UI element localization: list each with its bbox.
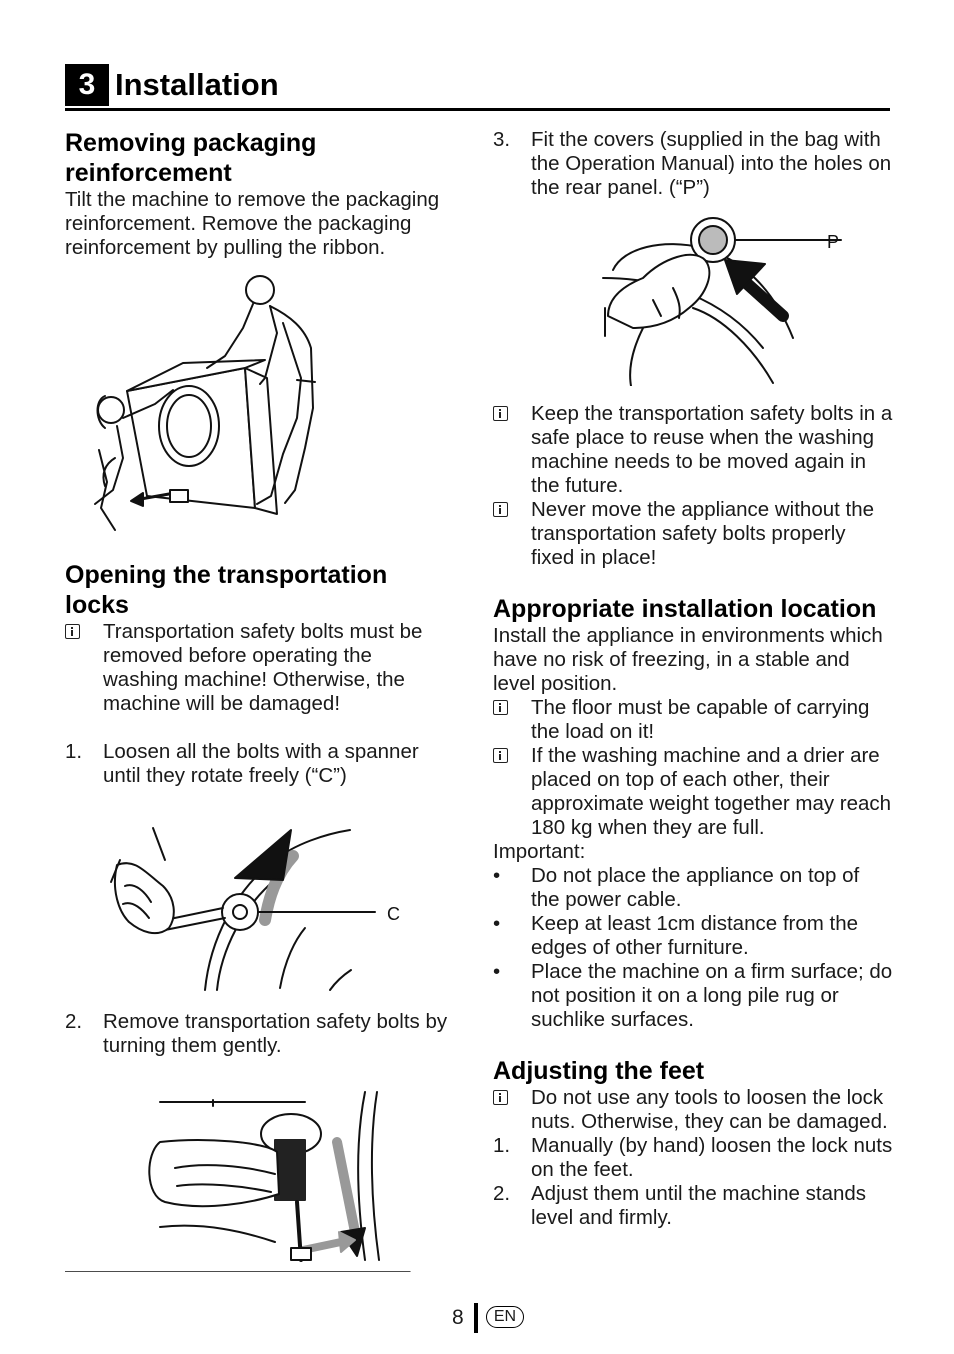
packaging-text: Tilt the machine to remove the packaging reinforcement. Remove the packaging reinforcement by pulling the ribbon. xyxy=(65,188,440,259)
location-text: Install the appliance in environments which have no risk of freezing, in a stable and level position. xyxy=(493,624,883,695)
bullet: • xyxy=(493,864,501,887)
fit-cover-illustration xyxy=(493,208,893,386)
chapter-title: Installation xyxy=(115,67,279,102)
figure-label-p: P xyxy=(827,232,840,252)
left-column xyxy=(65,128,450,1272)
bullet-item xyxy=(493,864,893,912)
step-text: Loosen all the bolts with a spanner until they rotate freely (“C”) xyxy=(103,740,419,787)
info-icon xyxy=(493,502,508,517)
info-note-text: Keep the transportation safety bolts in a safe place to reuse when the washing machine needs to be moved again in the future. xyxy=(531,402,893,497)
step-text: Manually (by hand) loosen the lock nuts on the feet. xyxy=(531,1134,893,1181)
chapter-number: 3 xyxy=(65,64,109,106)
info-note-1 xyxy=(493,402,893,498)
bullet: • xyxy=(493,960,501,983)
location-note-text: The floor must be capable of carrying the load on it! xyxy=(531,696,870,743)
bullet-item xyxy=(493,912,893,960)
step-2 xyxy=(65,1010,450,1058)
language-badge: EN xyxy=(486,1306,524,1328)
info-icon xyxy=(493,406,508,421)
location-note-text: If the washing machine and a drier are placed on top of each other, their approximate weight together may reach 180 kg when they are full. xyxy=(531,744,892,839)
info-icon xyxy=(65,624,80,639)
step-3 xyxy=(493,128,893,200)
bullet-text: Place the machine on a firm surface; do not position it on a long pile rug or suchlike surfaces. xyxy=(531,960,893,1031)
important-label: Important: xyxy=(493,840,586,863)
step-1 xyxy=(65,740,450,788)
location-note-2 xyxy=(493,744,893,840)
bullet-text: Do not place the appliance on top of the power cable. xyxy=(531,864,860,911)
step-number: 2. xyxy=(65,1010,83,1033)
section-title-location: Appropriate installation location xyxy=(493,595,877,623)
spanner-bolt-illustration xyxy=(65,820,450,1000)
feet-note xyxy=(493,1086,893,1134)
section-title-feet: Adjusting the feet xyxy=(493,1057,705,1085)
feet-step-1 xyxy=(493,1134,893,1182)
location-note-1 xyxy=(493,696,893,744)
feet-note-text: Do not use any tools to loosen the lock nuts. Otherwise, they can be damaged. xyxy=(531,1086,888,1133)
page-number: 8 xyxy=(452,1306,464,1329)
info-icon xyxy=(493,748,508,763)
step-number: 2. xyxy=(493,1182,511,1205)
step-number: 1. xyxy=(65,740,83,763)
page-footer xyxy=(0,1303,954,1333)
info-note-text: Never move the appliance without the transportation safety bolts properly fixed in place! xyxy=(531,498,875,569)
bullet: • xyxy=(493,912,501,935)
info-icon xyxy=(493,1090,508,1105)
figure-label-c: C xyxy=(387,904,400,924)
right-column xyxy=(493,128,893,1230)
bullet-item xyxy=(493,960,893,1032)
info-icon xyxy=(493,700,508,715)
step-text: Fit the covers (supplied in the bag with the Operation Manual) into the holes on the rear panel. (“P”) xyxy=(531,128,892,199)
step-number: 3. xyxy=(493,128,511,151)
section-title-transport-locks: Opening the transportation locks xyxy=(65,561,388,619)
bullet-text: Keep at least 1cm distance from the edges of other furniture. xyxy=(531,912,859,959)
footer-divider xyxy=(474,1303,478,1333)
step-number: 1. xyxy=(493,1134,511,1157)
transport-locks-note xyxy=(65,620,450,716)
info-note-2 xyxy=(493,498,893,570)
tilt-machine-illustration xyxy=(65,268,450,536)
section-title-packaging: Removing packaging reinforcement xyxy=(65,129,317,187)
remove-bolt-illustration xyxy=(65,1082,450,1272)
transport-locks-note-text: Transportation safety bolts must be removed before operating the washing machine! Otherwise, the machine will be damaged! xyxy=(103,620,423,715)
step-text: Adjust them until the machine stands level and firmly. xyxy=(531,1182,867,1229)
feet-step-2 xyxy=(493,1182,893,1230)
step-text: Remove transportation safety bolts by turning them gently. xyxy=(103,1010,448,1057)
chapter-heading xyxy=(65,62,890,111)
